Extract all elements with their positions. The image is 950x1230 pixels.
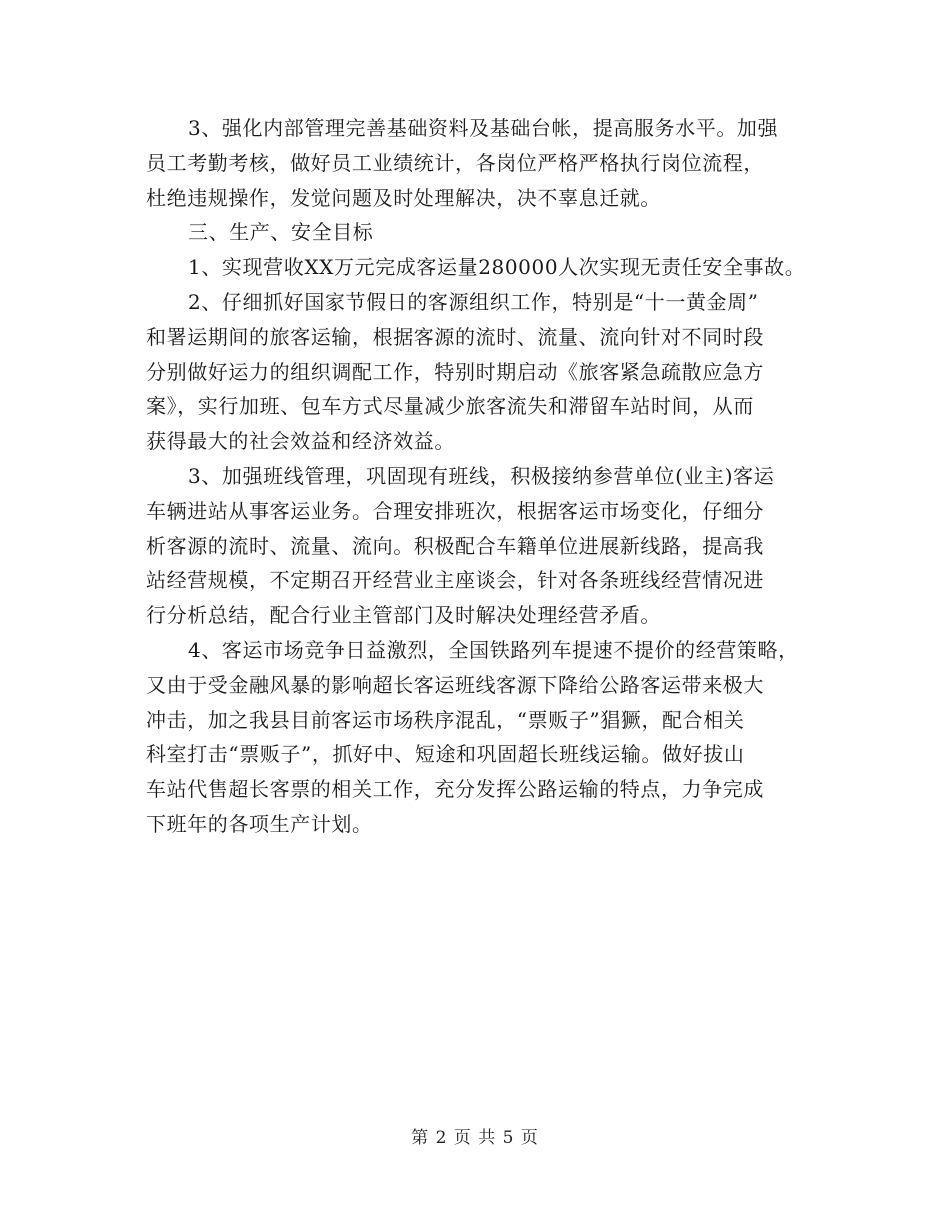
paragraph-holiday-organization xyxy=(146,285,816,459)
text-line: 案》，实行加班、包车方式尽量减少旅客流失和滞留车站时间，从而 xyxy=(146,394,754,419)
text-line: 冲击，加之我县目前客运市场秩序混乱，“票贩子”猖獗，配合相关 xyxy=(146,707,745,732)
text-line: 杜绝违规操作，发觉问题及时处理解决，决不辜息迁就。 xyxy=(146,185,661,210)
document-body xyxy=(146,111,816,842)
text-line: 车站代售超长客票的相关工作，充分发挥公路运输的特点，力争完成 xyxy=(146,777,764,802)
text-line: 获得最大的社会效益和经济效益。 xyxy=(146,429,455,454)
text-line: 1、实现营收XX万元完成客运量280000人次实现无责任安全事故。 xyxy=(188,255,806,280)
section-heading: 三、生产、安全目标 xyxy=(188,220,374,245)
text-line: 又由于受金融风暴的影响超长客运班线客源下降给公路客运带来极大 xyxy=(146,672,764,697)
text-line: 3、加强班线管理，巩固现有班线，积极接纳参营单位(业主)客运 xyxy=(188,463,775,488)
page-number-footer: 第 2 页 共 5 页 xyxy=(411,1128,539,1148)
paragraph-revenue-target xyxy=(146,250,816,285)
paragraph-market-competition xyxy=(146,633,816,842)
section-heading-production-safety xyxy=(146,215,816,250)
text-line: 行分析总结，配合行业主管部门及时解决处理经营矛盾。 xyxy=(146,603,661,628)
text-line: 3、强化内部管理完善基础资料及基础台帐，提高服务水平。加强 xyxy=(188,116,779,140)
paragraph-route-management xyxy=(146,459,816,633)
text-line: 分别做好运力的组织调配工作，特别时期启动《旅客紧急疏散应急方 xyxy=(146,359,764,384)
text-line: 站经营规模，不定期召开经营业主座谈会，针对各条班线经营情况进 xyxy=(146,568,764,593)
text-line: 2、仔细抓好国家节假日的客源组织工作，特别是“十一黄金周” xyxy=(188,289,759,314)
text-line: 和署运期间的旅客运输，根据客源的流时、流量、流向针对不同时段 xyxy=(146,324,764,349)
text-line: 车辆进站从事客运业务。合理安排班次，根据客运市场变化，仔细分 xyxy=(146,498,764,523)
text-line: 4、客运市场竞争日益激烈，全国铁路列车提速不提价的经营策略， xyxy=(188,637,799,662)
text-line: 下班年的各项生产计划。 xyxy=(146,811,373,836)
text-line: 员工考勤考核，做好员工业绩统计，各岗位严格严格执行岗位流程， xyxy=(146,150,764,175)
text-line: 科室打击“票贩子”，抓好中、短途和巩固超长班线运输。做好拔山 xyxy=(146,742,745,767)
text-line: 析客源的流时、流量、流向。积极配合车籍单位进展新线路，提高我 xyxy=(146,533,764,558)
paragraph-internal-management xyxy=(146,111,816,215)
